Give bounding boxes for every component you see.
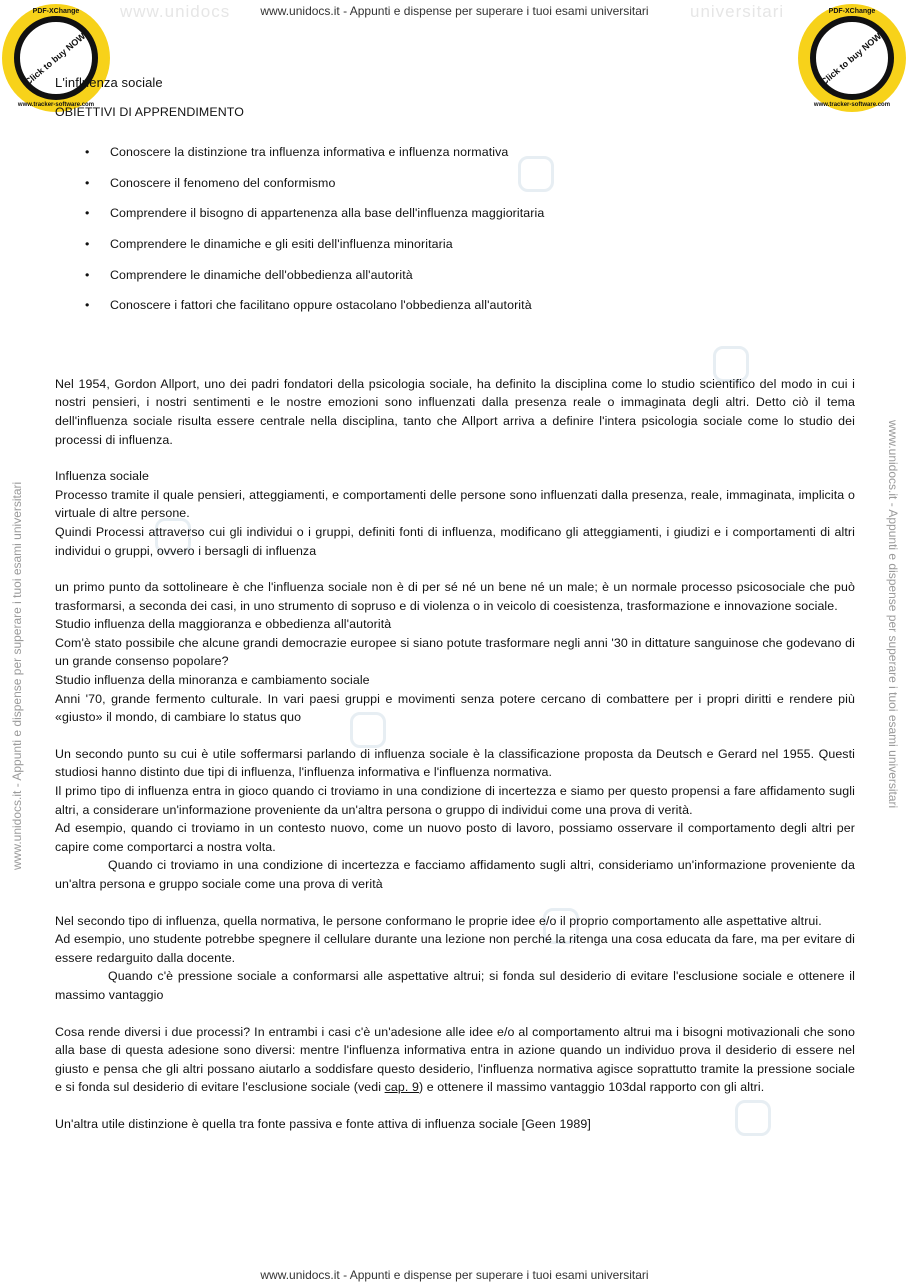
header-watermark: www.unidocs.it - Appunti e dispense per superare i tuoi esami universitari (260, 4, 649, 18)
objectives-list (55, 143, 855, 327)
paragraph-second-type: Nel secondo tipo di influenza, quella normativa, le persone conformano le proprie idee e/o il proprio comportamento alle aspettative altrui. (55, 913, 822, 928)
spacer (55, 327, 855, 375)
badge-bottom-text: www.tracker-software.com (17, 102, 95, 108)
objective-item: • Comprendere le dinamiche dell'obbedienza all'autorità (55, 266, 855, 297)
badge-center-text: Click to buy NOW! (818, 28, 886, 88)
ghost-watermark-right: universitari (690, 2, 785, 21)
spacer (55, 894, 855, 912)
badge-center-text: Click to buy NOW! (22, 28, 90, 88)
definition-text-2: Quindi Processi attraverso cui gli individui o i gruppi, definiti fonti di influenza, modificano gli atteggiamenti, i giudizi e i comportamenti di altri individui o gruppi, ovvero i bersagli di influenza (55, 524, 855, 558)
footer-watermark: www.unidocs.it - Appunti e dispense per superare i tuoi esami universitari (260, 1268, 649, 1282)
study-minority-heading: Studio influenza della minoranza e cambiamento sociale (55, 673, 370, 688)
document-body (55, 74, 855, 1134)
side-watermark-left: www.unidocs.it - Appunti e dispense per superare i tuoi esami universitari (10, 481, 24, 870)
spacer (55, 449, 855, 467)
side-watermark-right: www.unidocs.it - Appunti e dispense per superare i tuoi esami universitari (886, 420, 900, 809)
objectives-heading: OBIETTIVI DI APPRENDIMENTO (55, 104, 244, 119)
badge-bottom-text: www.tracker-software.com (813, 102, 891, 108)
spacer (55, 560, 855, 578)
objective-item: • Conoscere il fenomeno del conformismo (55, 174, 855, 205)
paragraph-second-point: Un secondo punto su cui è utile soffermarsi parlando di influenza sociale è la classificazione proposta da Deutsch e Gerard nel 1955. Questi studiosi hanno distinto due tipi di influenza, l'influenza informativa e l'influenza normativa. (55, 746, 855, 780)
badge-top-text: PDF-XChange (828, 8, 876, 15)
document-title: L'influenza sociale (55, 75, 163, 90)
chapter-link[interactable]: cap. 9 (384, 1080, 419, 1095)
spacer (55, 1005, 855, 1023)
paragraph-differences-text-a: Cosa rende diversi i due processi? In entrambi i casi c'è un'adesione alle idee e/o al comportamento altrui ma i bisogni motivazionali che sono alla base di questa adesione sono diversi: mentre l'influenza informativa entra in azione quando un individuo prova il desiderio di essere nel giusto e pensa che gli altri possano aiutarlo a soddisfare questo desiderio, l'influenza normativa agisce soprattutto tramite la pressione sociale e si fonda sul desiderio di evitare l'esclusione sociale (vedi (55, 1024, 855, 1095)
study-minority-text: Anni '70, grande fermento culturale. In vari paesi gruppi e movimenti senza potere cercano di combattere per i propri diritti e rendere più «giusto» il mondo, di cambiare lo status quo (55, 691, 855, 725)
definition-heading: Influenza sociale (55, 469, 150, 484)
objective-item: • Comprendere il bisogno di appartenenza alla base dell'influenza maggioritaria (55, 204, 855, 235)
paragraph-allport: Nel 1954, Gordon Allport, uno dei padri fondatori della psicologia sociale, ha definito la disciplina come lo studio scientifico del modo in cui i nostri pensieri, i nostri sentimenti e le nostre emozioni sono influenzati dalla presenza reale o immaginata degli altri. Detto ciò il tema dell'influenza sociale risulta essere centrale nella disciplina, tanto che Allport arriva a definire l'intera psicologia sociale come lo studio dei processi di influenza. (55, 376, 855, 447)
paragraph-summary-1: Quando ci troviamo in una condizione di incertezza e facciamo affidamento sugli altri, consideriamo un'informazione proveniente da un'altra persona e gruppo sociale come una prova di verità (55, 858, 855, 891)
paragraph-summary-2: Quando c'è pressione sociale a conformarsi alle aspettative altrui; si fonda sul desiderio di evitare l'esclusione sociale e ottenere il massimo vantaggio (55, 969, 855, 1002)
paragraph-differences-text-b: ) e ottenere il massimo vantaggio 103dal rapporto con gli altri. (418, 1080, 765, 1095)
objective-item: • Conoscere la distinzione tra influenza informativa e influenza normativa (55, 143, 855, 174)
spacer (55, 1097, 855, 1115)
badge-top-text: PDF-XChange (32, 8, 80, 15)
objective-item: • Conoscere i fattori che facilitano oppure ostacolano l'obbedienza all'autorità (55, 296, 855, 327)
objective-item: • Comprendere le dinamiche e gli esiti dell'influenza minoritaria (55, 235, 855, 266)
paragraph-example-2: Ad esempio, uno studente potrebbe spegnere il cellulare durante una lezione non perché la ritenga una cosa educata da fare, ma per evitare di essere redarguito dalla docente. (55, 932, 855, 965)
definition-text: Processo tramite il quale pensieri, atteggiamenti, e comportamenti delle persone sono influenzati dalla presenza, reale, immaginata, implicita o virtuale di altre persone. (55, 487, 855, 521)
study-majority-heading: Studio influenza della maggioranza e obbedienza all'autorità (55, 617, 392, 632)
spacer (55, 727, 855, 745)
study-majority-question: Com'è stato possibile che alcune grandi democrazie europee si siano potute trasformare negli anni '30 in dittature sanguinose che godevano di un grande consenso popolare? (55, 635, 855, 669)
paragraph-differences (55, 1023, 855, 1097)
ghost-watermark-left: www.unidocs (120, 2, 231, 21)
paragraph-example-1: Ad esempio, quando ci troviamo in un contesto nuovo, come un nuovo posto di lavoro, possiamo osservare il comportamento degli altri per capire come comportarci a nostra volta. (55, 821, 855, 854)
paragraph-last: Un'altra utile distinzione è quella tra fonte passiva e fonte attiva di influenza sociale [Geen 1989] (55, 1116, 591, 1131)
paragraph-first-type: Il primo tipo di influenza entra in gioco quando ci troviamo in una condizione di incertezza e siamo per questo propensi a fare affidamento sugli altri, a considerare un'informazione proveniente da un'altra persona o gruppo di individui come una prova di verità. (55, 784, 855, 817)
paragraph-first-point: un primo punto da sottolineare è che l'influenza sociale non è di per sé né un bene né un male; è un normale processo psicosociale che può trasformarsi, a seconda dei casi, in uno strumento di sopruso e di violenza o in veicolo di coesistenza, trasformazione e innovazione sociale. (55, 580, 855, 613)
